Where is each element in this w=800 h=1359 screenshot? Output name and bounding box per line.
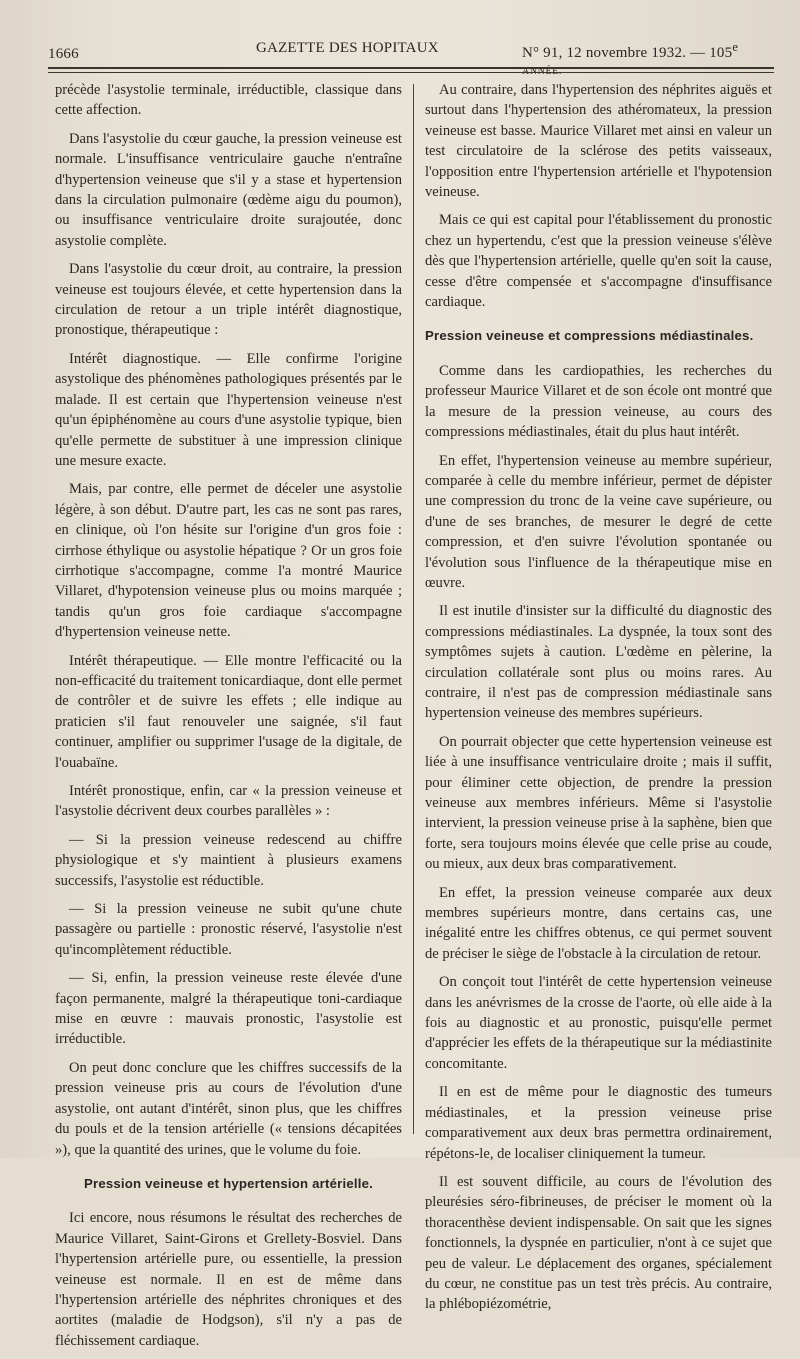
- issue-info: [522, 40, 768, 79]
- section-heading: Pression veineuse et compressions médiastinales.: [425, 328, 754, 344]
- paragraph: En effet, la pression veineuse comparée aux deux membres supérieurs montre, dans certains cas, une inégalité entre les chiffres obtenus, ce qui permet souvent de préciser le siège de l'obstacle à la circulation de retour.: [425, 884, 772, 962]
- issue-main: N° 91, 12 novembre 1932. — 105: [522, 45, 733, 61]
- paragraph: On conçoit tout l'intérêt de cette hypertension veineuse dans les anévrismes de la crosse de l'aorte, où elle aide à la fois au diagnostic et au pronostic, puisqu'elle permet d'apprécier les effets de la thérapeutique sur la médiastinite concomitante.: [425, 974, 772, 1072]
- paragraph: Ici encore, nous résumons le résultat des recherches de Maurice Villaret, Saint-Girons et Grellety-Bosviel. Dans l'hypertension artérielle pure, ou essentielle, la pression veineuse est normale. Il en est de même dans l'hypertension artérielle des néphrites chroniques et des aortites (maladie de Hodgson), s'il n'y a pas de fléchissement cardiaque.: [55, 1210, 402, 1349]
- paragraph: Dans l'asystolie du cœur droit, au contraire, la pression veineuse est toujours élevée, et cette hypertension dans la circulation de retour a un triple intérêt diagnostique, pronostique, thérapeutique :: [55, 261, 402, 339]
- paragraph: Intérêt diagnostique. — Elle confirme l'origine asystolique des phénomènes pathologiques présentés par le malade. Il est certain que l'hypertension veineuse n'est qu'un épiphénomène au cours d'une asystolie typique, bien qu'elle permette de substituer à une impression clinique une mesure exacte.: [55, 350, 402, 469]
- paragraph: Il est inutile d'insister sur la difficulté du diagnostic des compressions médiastinales. La dyspnée, la toux sont des symptômes sujets à caution. L'œdème en pèlerine, la circulation collatérale sont plus ou moins rares. Au contraire, il n'est pas de compression médiastinale sans hypertension veineuse des membres supérieurs.: [425, 603, 772, 722]
- paragraph: Intérêt thérapeutique. — Elle montre l'efficacité ou la non-efficacité du traitement tonicardiaque, dont elle permet de contrôler et de suivre les effets ; elle indique au praticien s'il faut renouveler une saignée, s'il faut continuer, amplifier ou supprimer l'usage de la digitale, de l'ouabaïne.: [55, 652, 402, 771]
- header-rule-thin: [48, 72, 774, 73]
- paragraph: Il en est de même pour le diagnostic des tumeurs médiastinales, et la pression veineuse prise comparativement aux deux bras permettra ordinairement, répétons-le, de localiser cliniquement la tumeur.: [425, 1084, 772, 1162]
- right-column: [425, 80, 772, 1323]
- journal-title: GAZETTE DES HOPITAUX: [256, 40, 439, 56]
- paragraph: précède l'asystolie terminale, irréductible, classique dans cette affection.: [55, 82, 402, 119]
- paragraph: Au contraire, dans l'hypertension des néphrites aiguës et surtout dans l'hypertension des athéromateux, la pression veineuse est basse. Maurice Villaret met ainsi en valeur un test circulatoire de la sclérose des petits vaisseaux, l'opposition entre l'hypertension artérielle et l'hypotension veineuse.: [425, 82, 772, 201]
- issue-ordinal: e: [732, 40, 739, 54]
- paragraph: Mais ce qui est capital pour l'établissement du pronostic chez un hypertendu, c'est que la pression veineuse s'élève dès que l'hypertension artérielle, quelle qu'en soit la cause, cesse d'être compensée et s'accompagne d'insuffisance cardiaque.: [425, 212, 772, 311]
- page-number: 1666: [48, 46, 79, 62]
- paragraph: On peut donc conclure que les chiffres successifs de la pression veineuse pris au cours de l'évolution d'une asystolie, ont autant d'intérêt, sinon plus, que les chiffres du pouls et de la tension artérielle (« tensions décapitées »), que la quantité des urines, que le volume du foie.: [55, 1059, 402, 1158]
- paragraph: — Si la pression veineuse redescend au chiffre physiologique et s'y maintient à plusieurs examens successifs, l'asystolie est réductible.: [55, 831, 402, 889]
- paragraph: On pourrait objecter que cette hypertension veineuse est liée à une insuffisance ventriculaire droite ; mais il suffit, pour éliminer cette objection, de prendre la pression veineuse aux membres inférieurs. Même si l'asystolie intervient, la pression veineuse prise à la saphène, bien que forte, sera toujours moins élevée que celle prise au coude, ou mieux, aux deux bras comparativement.: [425, 733, 772, 873]
- column-divider: [413, 84, 414, 1134]
- paragraph: Il est souvent difficile, au cours de l'évolution des pleurésies séro-fibrineuses, de préciser le moment où la thoracenthèse devient indispensable. On sait que les signes fonctionnels, la dyspnée en particulier, n'ont à ce sujet que peu de valeur. Le déplacement des organes, spécialement du cœur, ne constitue pas un test très précis. Au contraire, la phlébopiézométrie,: [425, 1173, 772, 1313]
- paragraph: Comme dans les cardiopathies, les recherches du professeur Maurice Villaret et de son école ont montré que la mesure de la pression veineuse, au cours des compressions médiastinales, était du plus haut intérêt.: [425, 362, 772, 441]
- running-header: [48, 40, 768, 77]
- paragraph: — Si la pression veineuse ne subit qu'une chute passagère ou partielle : pronostic réservé, l'asystolie n'est qu'incomplètement réductible.: [55, 901, 402, 958]
- paragraph: — Si, enfin, la pression veineuse reste élevée d'une façon permanente, malgré la thérapeutique toni-cardiaque mise en œuvre : mauvais pronostic, l'asystolie est irréductible.: [55, 970, 402, 1048]
- paragraph: Intérêt pronostique, enfin, car « la pression veineuse et l'asystolie décrivent deux courbes parallèles » :: [55, 783, 402, 820]
- paragraph: Mais, par contre, elle permet de déceler une asystolie légère, à son début. D'autre part, les cas ne sont pas rares, en clinique, où l'on hésite sur l'origine d'un gros foie : cirrhose éthylique ou asystolie hépatique ? Or un gros foie cirrhotique s'accompagne, comme l'a montré Maurice Villaret, d'hypotension veineuse plus ou moins marquée ; tandis qu'un gros foie cardiaque s'accompagne d'hypertension veineuse nette.: [55, 481, 402, 641]
- section-heading: Pression veineuse et hypertension artérielle.: [84, 1175, 373, 1191]
- paragraph: En effet, l'hypertension veineuse au membre supérieur, comparée à celle du membre inférieur, permet de dépister une compression du tronc de la veine cave supérieure, ou d'une de ses branches, de mesurer le degré de cette compression, et d'en suivre l'évolution spontanée ou l'évolution sous l'influence de la thérapeutique mise en œuvre.: [425, 452, 772, 591]
- paragraph: Dans l'asystolie du cœur gauche, la pression veineuse est normale. L'insuffisance ventriculaire gauche n'entraîne d'hypertension veineuse que s'il y a stase et hypertension dans la circulation pulmonaire (œdème aigu du poumon), ou insuffisance ventriculaire droite surajoutée, donc asystolie complète.: [55, 130, 402, 249]
- left-column: [55, 80, 402, 1359]
- issue-suffix: ANNÉE.: [522, 66, 562, 77]
- header-rule-thick: [48, 67, 774, 69]
